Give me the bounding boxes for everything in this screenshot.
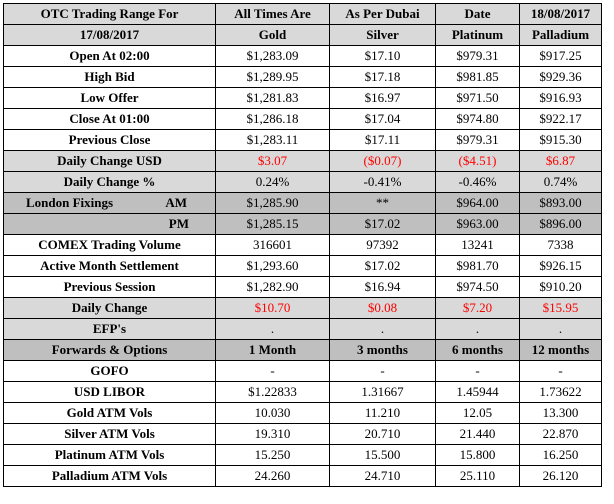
- table-row-gofo: [4, 361, 602, 382]
- cell-platinum: 12.05: [436, 403, 520, 424]
- cell-palladium: 0.74%: [520, 172, 602, 193]
- row-label: GOFO: [4, 361, 216, 382]
- cell-gold: 19.310: [216, 424, 330, 445]
- cell-gold: $10.70: [216, 298, 330, 319]
- cell-silver: $17.04: [330, 109, 436, 130]
- cell-platinum: -: [436, 361, 520, 382]
- cell-palladium: 12 months: [520, 340, 602, 361]
- table-row-prev-session: [4, 277, 602, 298]
- cell-platinum: $963.00: [436, 214, 520, 235]
- cell-silver: $16.97: [330, 88, 436, 109]
- cell-silver: $17.11: [330, 130, 436, 151]
- cell-platinum: .: [436, 319, 520, 340]
- table-row-london-pm: [4, 214, 602, 235]
- cell-gold: $1,283.11: [216, 130, 330, 151]
- cell-platinum: 21.440: [436, 424, 520, 445]
- table-row-london-am: [4, 193, 602, 214]
- table-row-daily-change-usd: [4, 151, 602, 172]
- cell-gold: $1,289.95: [216, 67, 330, 88]
- otc-trading-table-container: [3, 3, 602, 487]
- table-row-gold-atm: [4, 403, 602, 424]
- cell-gold: $1,283.09: [216, 46, 330, 67]
- cell-silver: $0.08: [330, 298, 436, 319]
- table-row-open: [4, 46, 602, 67]
- row-label: Close At 01:00: [4, 109, 216, 130]
- cell-platinum: -0.46%: [436, 172, 520, 193]
- cell-palladium: $926.15: [520, 256, 602, 277]
- row-label: EFP's: [4, 319, 216, 340]
- cell-silver: 97392: [330, 235, 436, 256]
- london-am-label: AM: [165, 195, 187, 210]
- cell-gold: $1,286.18: [216, 109, 330, 130]
- cell-gold: 24.260: [216, 466, 330, 487]
- table-row-active-month: [4, 256, 602, 277]
- row-label: Daily Change %: [4, 172, 216, 193]
- cell-palladium: 26.120: [520, 466, 602, 487]
- row-label: Previous Session: [4, 277, 216, 298]
- cell-palladium: 7338: [520, 235, 602, 256]
- cell-palladium: -: [520, 361, 602, 382]
- row-label: High Bid: [4, 67, 216, 88]
- cell-palladium: $896.00: [520, 214, 602, 235]
- cell-silver: -0.41%: [330, 172, 436, 193]
- row-label: Platinum ATM Vols: [4, 445, 216, 466]
- cell-palladium: $929.36: [520, 67, 602, 88]
- cell-palladium: $910.20: [520, 277, 602, 298]
- cell-gold: 0.24%: [216, 172, 330, 193]
- row-label: Silver ATM Vols: [4, 424, 216, 445]
- cell-gold: 10.030: [216, 403, 330, 424]
- header-row-1: [4, 4, 602, 25]
- header-cell: Silver: [330, 25, 436, 46]
- row-label: Active Month Settlement: [4, 256, 216, 277]
- row-label: USD LIBOR: [4, 382, 216, 403]
- table-row-daily-change-pct: [4, 172, 602, 193]
- cell-palladium: 13.300: [520, 403, 602, 424]
- table-row-close: [4, 109, 602, 130]
- cell-platinum: $964.00: [436, 193, 520, 214]
- cell-palladium: $6.87: [520, 151, 602, 172]
- table-row-high: [4, 67, 602, 88]
- row-label: Low Offer: [4, 88, 216, 109]
- cell-gold: $1,281.83: [216, 88, 330, 109]
- cell-platinum: 13241: [436, 235, 520, 256]
- london-pm-label: PM: [168, 216, 189, 231]
- header-cell: As Per Dubai: [330, 4, 436, 25]
- header-cell: 18/08/2017: [520, 4, 602, 25]
- cell-silver: 20.710: [330, 424, 436, 445]
- london-fixings-label: London Fixings: [26, 195, 114, 210]
- row-label: Open At 02:00: [4, 46, 216, 67]
- header-cell: 17/08/2017: [4, 25, 216, 46]
- cell-palladium: $15.95: [520, 298, 602, 319]
- row-label: [4, 193, 216, 214]
- cell-platinum: $979.31: [436, 46, 520, 67]
- cell-silver: 3 months: [330, 340, 436, 361]
- cell-palladium: 22.870: [520, 424, 602, 445]
- cell-silver: .: [330, 319, 436, 340]
- cell-palladium: $917.25: [520, 46, 602, 67]
- cell-palladium: 16.250: [520, 445, 602, 466]
- cell-platinum: ($4.51): [436, 151, 520, 172]
- cell-platinum: 6 months: [436, 340, 520, 361]
- cell-gold: $1,282.90: [216, 277, 330, 298]
- cell-silver: -: [330, 361, 436, 382]
- cell-gold: $1,285.90: [216, 193, 330, 214]
- cell-silver: $17.02: [330, 214, 436, 235]
- cell-platinum: $7.20: [436, 298, 520, 319]
- header-row-2: [4, 25, 602, 46]
- row-label: [4, 214, 216, 235]
- table-row-palladium-atm: [4, 466, 602, 487]
- row-label: Palladium ATM Vols: [4, 466, 216, 487]
- cell-platinum: $981.85: [436, 67, 520, 88]
- cell-gold: $1,293.60: [216, 256, 330, 277]
- cell-gold: .: [216, 319, 330, 340]
- cell-palladium: $915.30: [520, 130, 602, 151]
- row-label: Gold ATM Vols: [4, 403, 216, 424]
- cell-silver: $16.94: [330, 277, 436, 298]
- cell-palladium: $916.93: [520, 88, 602, 109]
- row-label: COMEX Trading Volume: [4, 235, 216, 256]
- cell-palladium: .: [520, 319, 602, 340]
- table-row-prev-close: [4, 130, 602, 151]
- cell-platinum: 25.110: [436, 466, 520, 487]
- row-label: Daily Change: [4, 298, 216, 319]
- cell-palladium: 1.73622: [520, 382, 602, 403]
- cell-gold: 316601: [216, 235, 330, 256]
- header-cell: Platinum: [436, 25, 520, 46]
- table-row-silver-atm: [4, 424, 602, 445]
- cell-platinum: 1.45944: [436, 382, 520, 403]
- cell-gold: $1.22833: [216, 382, 330, 403]
- cell-silver: 11.210: [330, 403, 436, 424]
- cell-silver: **: [330, 193, 436, 214]
- cell-platinum: $971.50: [436, 88, 520, 109]
- cell-platinum: $974.50: [436, 277, 520, 298]
- cell-gold: 1 Month: [216, 340, 330, 361]
- cell-gold: -: [216, 361, 330, 382]
- cell-silver: 1.31667: [330, 382, 436, 403]
- cell-gold: $3.07: [216, 151, 330, 172]
- table-row-daily-change: [4, 298, 602, 319]
- cell-gold: 15.250: [216, 445, 330, 466]
- row-label: Forwards & Options: [4, 340, 216, 361]
- otc-trading-table: [3, 3, 602, 487]
- table-row-efp: [4, 319, 602, 340]
- cell-silver: 15.500: [330, 445, 436, 466]
- header-cell: Palladium: [520, 25, 602, 46]
- cell-silver: 24.710: [330, 466, 436, 487]
- cell-palladium: $922.17: [520, 109, 602, 130]
- header-cell: OTC Trading Range For: [4, 4, 216, 25]
- cell-gold: $1,285.15: [216, 214, 330, 235]
- table-row-forwards: [4, 340, 602, 361]
- cell-platinum: $974.80: [436, 109, 520, 130]
- row-label: Daily Change USD: [4, 151, 216, 172]
- table-row-low: [4, 88, 602, 109]
- cell-platinum: $979.31: [436, 130, 520, 151]
- cell-silver: ($0.07): [330, 151, 436, 172]
- header-cell: Date: [436, 4, 520, 25]
- header-cell: Gold: [216, 25, 330, 46]
- cell-silver: $17.10: [330, 46, 436, 67]
- table-row-platinum-atm: [4, 445, 602, 466]
- table-row-comex-volume: [4, 235, 602, 256]
- cell-platinum: 15.800: [436, 445, 520, 466]
- cell-silver: $17.18: [330, 67, 436, 88]
- cell-platinum: $981.70: [436, 256, 520, 277]
- cell-palladium: $893.00: [520, 193, 602, 214]
- cell-silver: $17.02: [330, 256, 436, 277]
- table-row-usd-libor: [4, 382, 602, 403]
- row-label: Previous Close: [4, 130, 216, 151]
- header-cell: All Times Are: [216, 4, 330, 25]
